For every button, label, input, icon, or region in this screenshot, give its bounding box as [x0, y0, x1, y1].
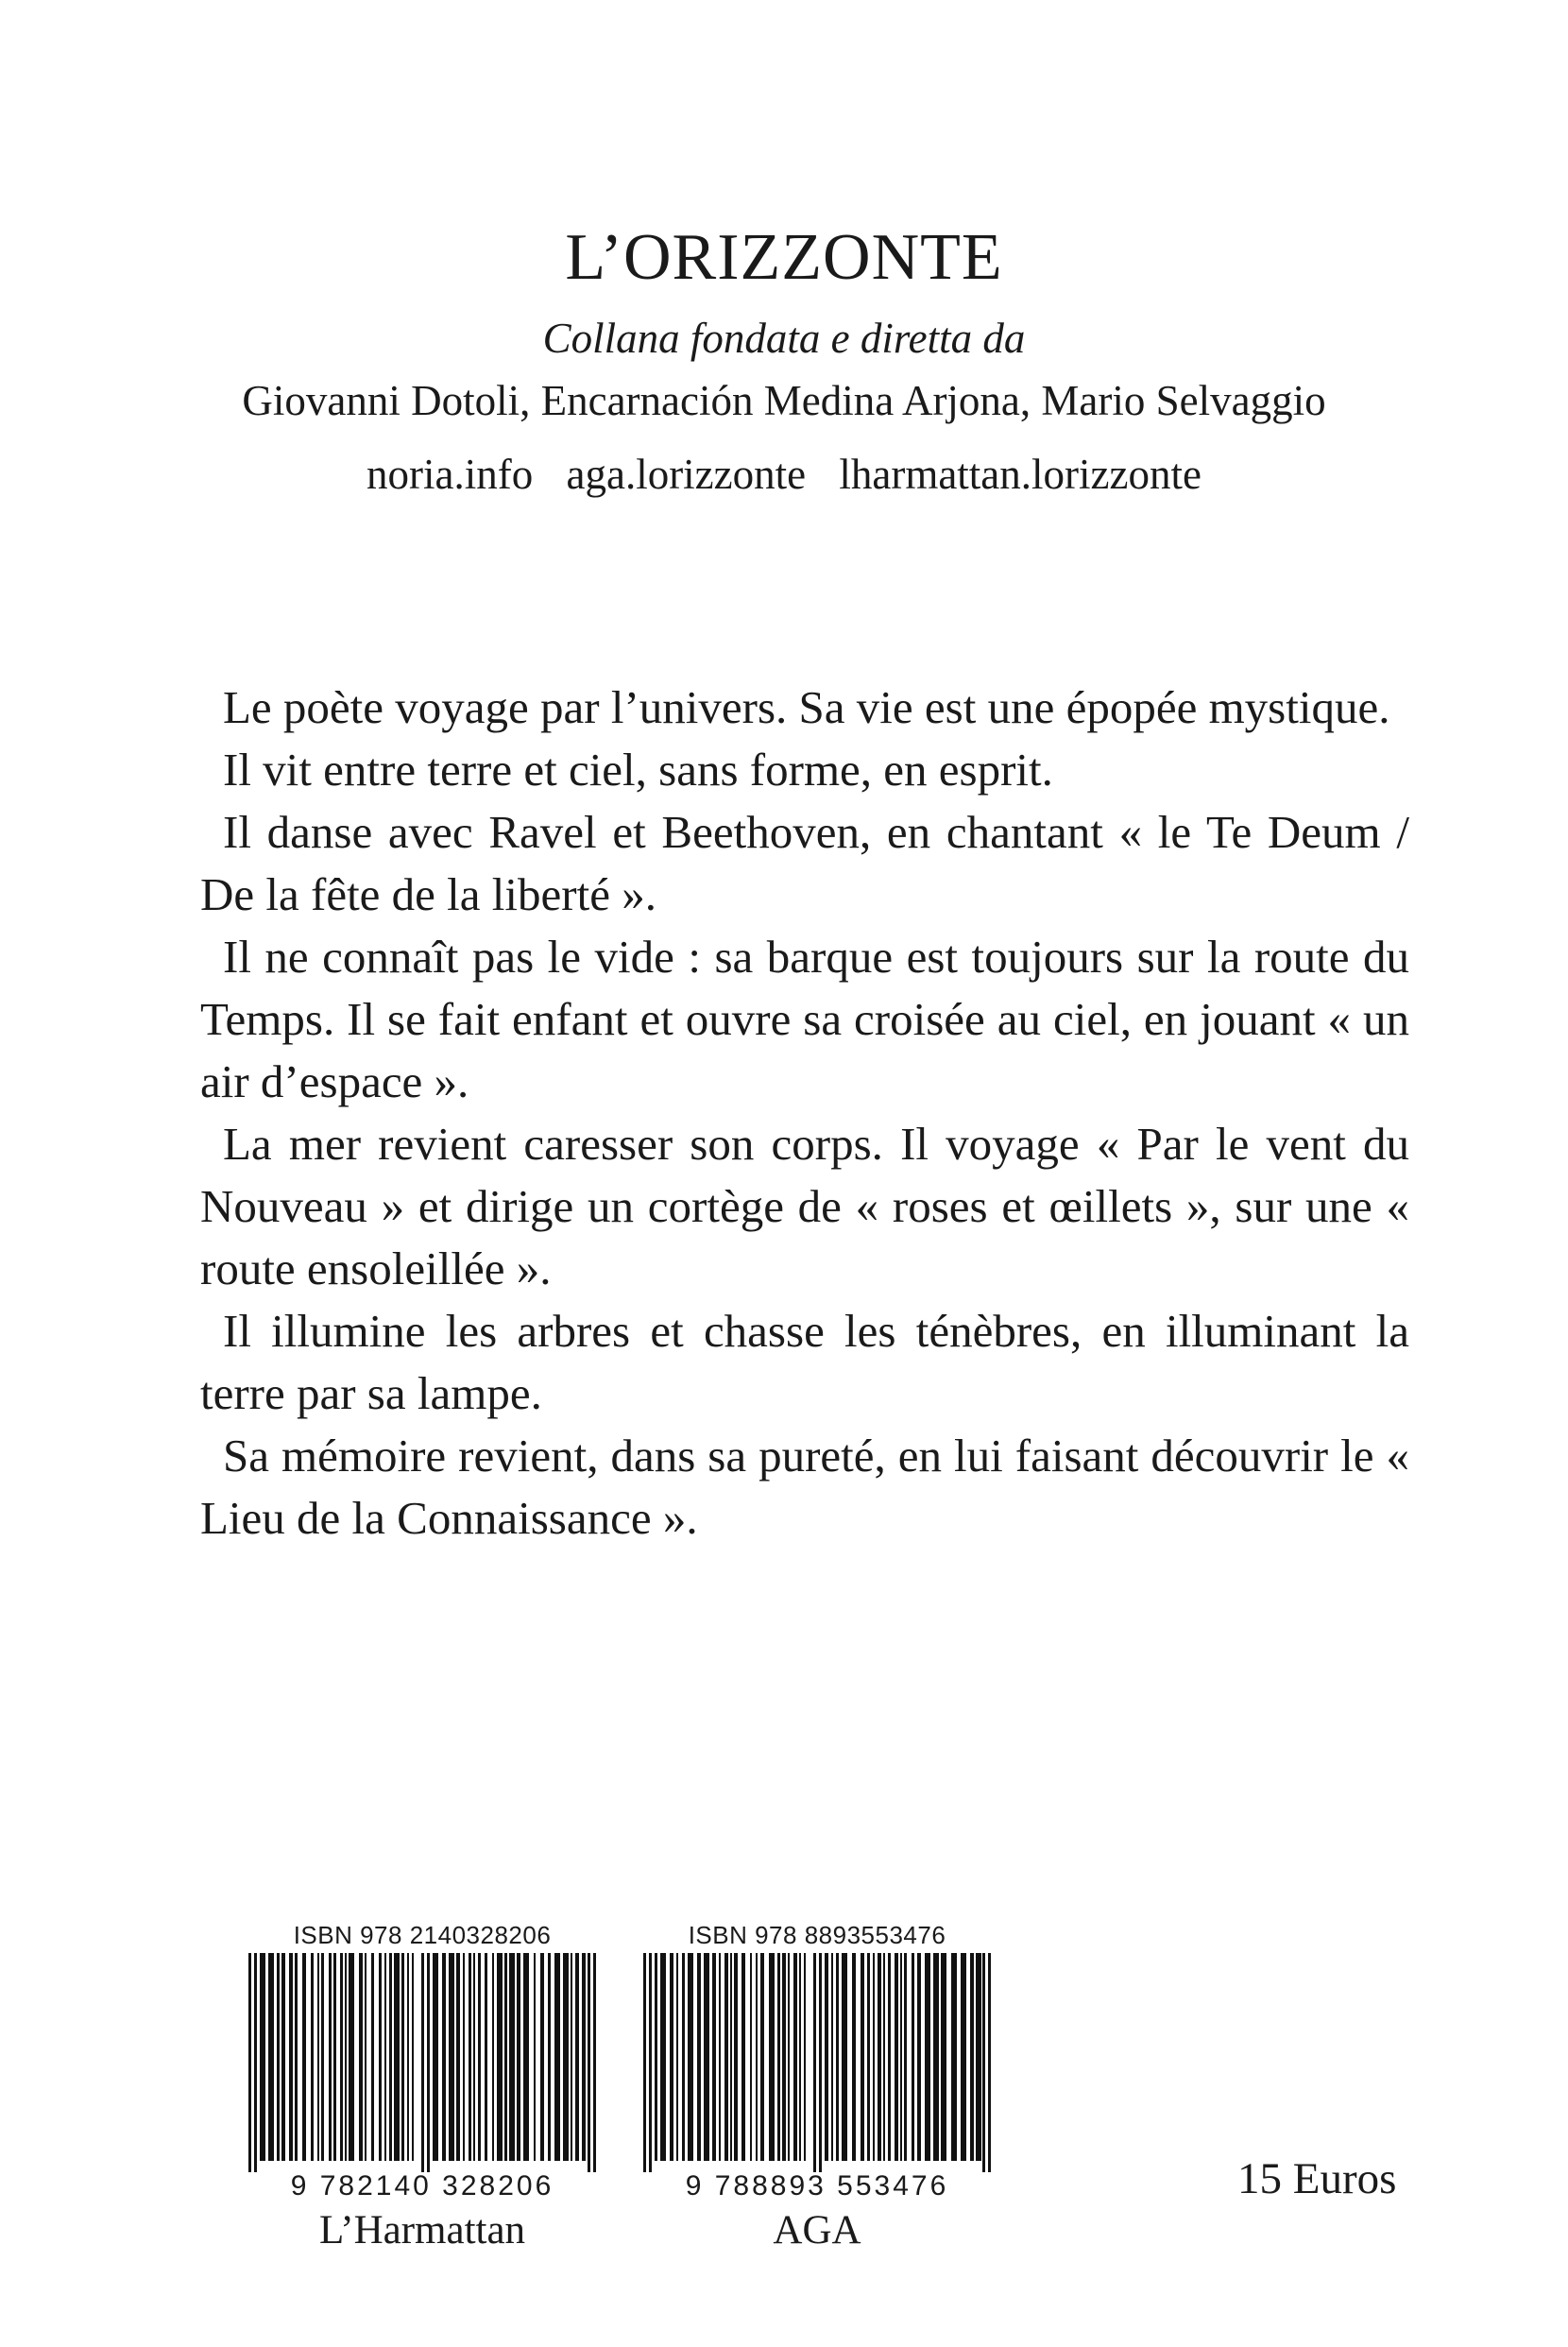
- barcode-digits: 9 782140 328206: [290, 2170, 554, 2201]
- barcode-aga: [638, 1921, 997, 2253]
- link-noria: noria.info: [366, 451, 534, 498]
- blurb-paragraph: Le poète voyage par l’univers. Sa vie est une épopée mystique.: [223, 681, 1390, 733]
- isbn-label: ISBN 978 2140328206: [293, 1921, 552, 1949]
- series-header: [0, 215, 1568, 503]
- blurb-paragraph: Il vit entre terre et ciel, sans forme, en esprit.: [223, 744, 1053, 796]
- blurb-paragraph: Sa mémoire revient, dans sa pureté, en lui faisant découvrir le « Lieu de la Connaissance ».: [200, 1430, 1409, 1544]
- barcode-bars: [243, 1953, 602, 2172]
- blurb-paragraph: Il illumine les arbres et chasse les ténèbres, en illuminant la terre par sa lampe.: [200, 1305, 1409, 1419]
- barcode-lharmattan: [243, 1921, 602, 2253]
- blurb-paragraph: La mer revient caresser son corps. Il voyage « Par le vent du Nouveau » et dirige un cortège de « roses et œillets », sur une « route ensoleillée ».: [200, 1118, 1409, 1294]
- blurb-paragraph: Il danse avec Ravel et Beethoven, en chantant « le Te Deum / De la fête de la liberté ».: [200, 806, 1409, 920]
- blurb-text: [200, 677, 1409, 1550]
- link-aga: aga.lorizzonte: [566, 451, 807, 498]
- isbn-label: ISBN 978 8893553476: [688, 1921, 946, 1949]
- series-editors: Giovanni Dotoli, Encarnación Medina Arjona, Mario Selvaggio: [242, 377, 1326, 424]
- barcode-bars: [638, 1953, 997, 2172]
- publisher-name: L’Harmattan: [318, 2208, 526, 2253]
- series-links: [0, 446, 1568, 503]
- publisher-name: AGA: [773, 2208, 861, 2253]
- price: 15 Euros: [1237, 2154, 1397, 2203]
- barcode-digits: 9 788893 553476: [685, 2170, 949, 2201]
- series-title: L’ORIZZONTE: [565, 221, 1003, 294]
- blurb-paragraph: Il ne connaît pas le vide : sa barque est toujours sur la route du Temps. Il se fait enfant et ouvre sa croisée au ciel, en jouant « un air d’espace ».: [200, 931, 1409, 1107]
- series-subtitle: Collana fondata e diretta da: [542, 315, 1026, 362]
- link-lharmattan: lharmattan.lorizzonte: [839, 451, 1202, 498]
